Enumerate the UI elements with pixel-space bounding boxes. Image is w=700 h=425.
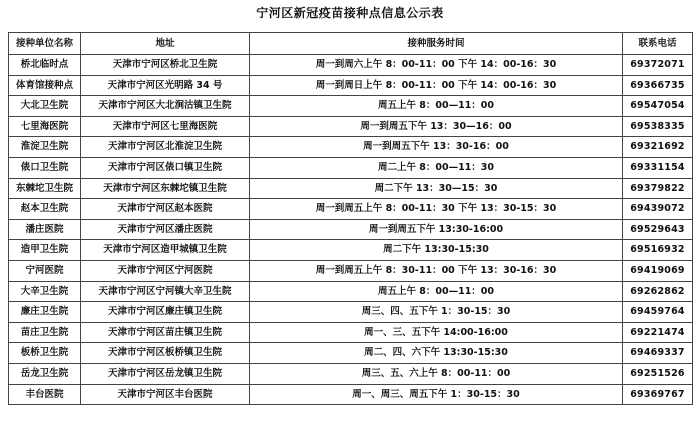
vaccination-sites-table (8, 32, 693, 405)
table-body (9, 55, 693, 405)
table-row (9, 219, 693, 240)
phone-cell: 69321692 (623, 137, 693, 158)
addr-cell: 天津市宁河区七里海医院 (81, 116, 250, 137)
hours-cell: 周五上午 8：00—11：00 (250, 96, 623, 117)
header-hours: 接种服务时间 (250, 33, 623, 55)
table-row (9, 384, 693, 405)
table-row (9, 55, 693, 76)
unit-cell: 廉庄卫生院 (9, 302, 81, 323)
table-row (9, 240, 693, 261)
unit-cell: 潘庄医院 (9, 219, 81, 240)
hours-cell: 周一到周五上午 8：30-11：00 下午 13：30-16：30 (250, 260, 623, 281)
addr-cell: 天津市宁河区大北涧沽镇卫生院 (81, 96, 250, 117)
addr-cell: 天津市宁河区廉庄镇卫生院 (81, 302, 250, 323)
addr-cell: 天津市宁河区北淮淀卫生院 (81, 137, 250, 158)
hours-cell: 周一到周五下午 13:30-16:00 (250, 219, 623, 240)
phone-cell: 69221474 (623, 322, 693, 343)
table-row (9, 75, 693, 96)
phone-cell: 69547054 (623, 96, 693, 117)
unit-cell: 七里海医院 (9, 116, 81, 137)
unit-cell: 板桥卫生院 (9, 343, 81, 364)
header-unit: 接种单位名称 (9, 33, 81, 55)
unit-cell: 岳龙卫生院 (9, 363, 81, 384)
addr-cell: 天津市宁河区板桥镇卫生院 (81, 343, 250, 364)
table-row (9, 96, 693, 117)
header-address: 地址 (81, 33, 250, 55)
header-phone: 联系电话 (623, 33, 693, 55)
table-row (9, 363, 693, 384)
table-row (9, 137, 693, 158)
addr-cell: 天津市宁河区赵本医院 (81, 199, 250, 220)
hours-cell: 周一、周三、周五下午 1：30-15：30 (250, 384, 623, 405)
hours-cell: 周一到周五下午 13：30-16：00 (250, 137, 623, 158)
page-title: 宁河区新冠疫苗接种点信息公示表 (256, 6, 444, 20)
phone-cell: 69516932 (623, 240, 693, 261)
phone-cell: 69459764 (623, 302, 693, 323)
unit-cell: 赵本卫生院 (9, 199, 81, 220)
addr-cell: 天津市宁河区造甲城镇卫生院 (81, 240, 250, 261)
unit-cell: 宁河医院 (9, 260, 81, 281)
addr-cell: 天津市宁河区苗庄镇卫生院 (81, 322, 250, 343)
phone-cell: 69538335 (623, 116, 693, 137)
unit-cell: 桥北临时点 (9, 55, 81, 76)
table-row (9, 302, 693, 323)
hours-cell: 周一到周日上午 8：00-11：00 下午 14：00-16：30 (250, 75, 623, 96)
unit-cell: 体育馆接种点 (9, 75, 81, 96)
phone-cell: 69529643 (623, 219, 693, 240)
table-row (9, 281, 693, 302)
unit-cell: 大辛卫生院 (9, 281, 81, 302)
addr-cell: 天津市宁河区宁河医院 (81, 260, 250, 281)
unit-cell: 淮淀卫生院 (9, 137, 81, 158)
hours-cell: 周一到周五上午 8：00-11：30 下午 13：30-15：30 (250, 199, 623, 220)
addr-cell: 天津市宁河区宁河镇大辛卫生院 (81, 281, 250, 302)
hours-cell: 周二、四、六下午 13:30-15:30 (250, 343, 623, 364)
phone-cell: 69419069 (623, 260, 693, 281)
addr-cell: 天津市宁河区俵口镇卫生院 (81, 157, 250, 178)
table-row (9, 157, 693, 178)
table-row (9, 343, 693, 364)
addr-cell: 天津市宁河区东棘坨镇卫生院 (81, 178, 250, 199)
hours-cell: 周一、三、五下午 14:00-16:00 (250, 322, 623, 343)
hours-cell: 周二上午 8：00—11：30 (250, 157, 623, 178)
table-header-row (9, 33, 693, 55)
hours-cell: 周三、四、五下午 1：30-15：30 (250, 302, 623, 323)
hours-cell: 周五上午 8：00—11：00 (250, 281, 623, 302)
phone-cell: 69372071 (623, 55, 693, 76)
phone-cell: 69251526 (623, 363, 693, 384)
table-row (9, 199, 693, 220)
hours-cell: 周一到周五下午 13：30—16：00 (250, 116, 623, 137)
addr-cell: 天津市宁河区潘庄医院 (81, 219, 250, 240)
table-row (9, 260, 693, 281)
addr-cell: 天津市宁河区桥北卫生院 (81, 55, 250, 76)
table-row (9, 322, 693, 343)
phone-cell: 69369767 (623, 384, 693, 405)
hours-cell: 周一到周六上午 8：00-11：00 下午 14：00-16：30 (250, 55, 623, 76)
unit-cell: 苗庄卫生院 (9, 322, 81, 343)
phone-cell: 69262862 (623, 281, 693, 302)
addr-cell: 天津市宁河区丰台医院 (81, 384, 250, 405)
hours-cell: 周三、五、六上午 8：00-11：00 (250, 363, 623, 384)
phone-cell: 69469337 (623, 343, 693, 364)
table-row (9, 178, 693, 199)
unit-cell: 丰台医院 (9, 384, 81, 405)
phone-cell: 69379822 (623, 178, 693, 199)
hours-cell: 周二下午 13：30—15：30 (250, 178, 623, 199)
table-row (9, 116, 693, 137)
phone-cell: 69331154 (623, 157, 693, 178)
addr-cell: 天津市宁河区光明路 34 号 (81, 75, 250, 96)
unit-cell: 造甲卫生院 (9, 240, 81, 261)
phone-cell: 69439072 (623, 199, 693, 220)
hours-cell: 周二下午 13:30-15:30 (250, 240, 623, 261)
addr-cell: 天津市宁河区岳龙镇卫生院 (81, 363, 250, 384)
unit-cell: 大北卫生院 (9, 96, 81, 117)
unit-cell: 俵口卫生院 (9, 157, 81, 178)
phone-cell: 69366735 (623, 75, 693, 96)
unit-cell: 东棘坨卫生院 (9, 178, 81, 199)
